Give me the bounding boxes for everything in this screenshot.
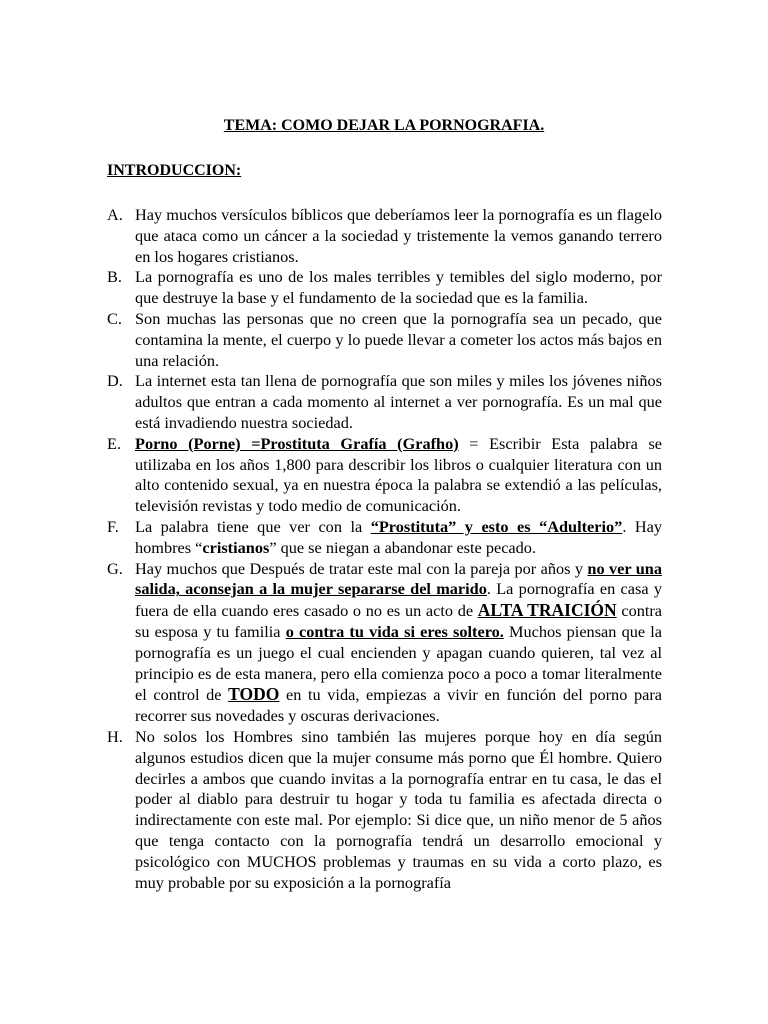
etymology-term: Porno (Porne) =Prostituta Grafía (Grafho) <box>135 433 459 453</box>
list-marker: E. <box>107 433 122 453</box>
list-marker: C. <box>107 308 122 328</box>
emphasis-separarse: no ver una salida, aconsejan a la mujer separarse del marido <box>135 558 662 599</box>
list-item-d <box>107 371 662 433</box>
item-text-post: ” que se niegan a abandonar este pecado. <box>269 537 537 557</box>
item-text: Son muchas las personas que no creen que la pornografía sea un pecado, que contamina la mente, el cuerpo y lo puede llevar a cometer los actos más bajos en una relación. <box>135 308 662 370</box>
list-item-f <box>107 517 662 559</box>
list-marker: A. <box>107 205 123 224</box>
list-item-g <box>107 559 662 727</box>
list-marker: D. <box>107 371 123 391</box>
item-text-mid3: Muchos piensan que la pornografía es un juego el cual encienden y apagan cuando quieren, tal vez al principio es de esta manera, pero ella comienza poco a poco a tomar literalmente el control de <box>135 621 663 705</box>
item-text-pre: Hay muchos que Después de tratar este mal con la pareja por años y <box>135 558 588 578</box>
emphasis-todo: TODO <box>228 684 280 705</box>
list-item-h <box>107 727 662 893</box>
item-text-mid: . Hay hombres “ <box>135 516 663 557</box>
item-text: = Escribir Esta palabra se utilizaba en los años 1,800 para describir los libros o cualquier literatura con un alto contenido sexual, ya en nuestra época la palabra se extendió a las películas, televisión revistas y todo medio de comunicación. <box>135 433 663 516</box>
list-item-b <box>107 267 662 309</box>
list-marker: G. <box>107 558 123 578</box>
item-text: La pornografía es uno de los males terribles y temibles del siglo moderno, por que destruye la base y el fundamento de la sociedad que es la familia. <box>135 267 662 308</box>
emphasis-alta-traicion: ALTA TRAICIÓN <box>477 600 617 621</box>
item-text: La internet esta tan llena de pornografía que son miles y miles los jóvenes niños adultos que entran a cada momento al internet a ver pornografía. Es un mal que está invadiendo nuestra sociedad. <box>135 371 662 432</box>
item-text-mid1: . La pornografía en casa y fuera de ella cuando eres casado o no es un acto de <box>135 579 662 621</box>
intro-heading: INTRODUCCION: <box>107 162 242 179</box>
list-marker: B. <box>107 267 122 287</box>
emphasis-prostituta-adulterio: “Prostituta” y esto es “Adulterio” <box>370 516 623 536</box>
item-text: No solos los Hombres sino también las mujeres porque hoy en día según algunos estudios dicen que la mujer consume más porno que Él hombre. Quiero decirles a ambos que cuando invitas a la pornografía entrar en tu casa, le das el poder al diablo para destruir tu hogar y toda tu familia es afectada directa o indirectamente con este mal. Por ejemplo: Si dice que, un niño menor de 5 años que tenga contacto con la pornografía tendrá un desarrollo emocional y psicológico con MUCHOS problemas y traumas en su vida a corto plazo, es muy probable por su exposición a la pornografía <box>135 726 662 892</box>
emphasis-soltero: o contra tu vida si eres soltero. <box>285 621 504 641</box>
document-title: TEMA: COMO DEJAR LA PORNOGRAFIA. <box>223 117 545 134</box>
intro-list <box>107 205 662 893</box>
item-text-pre: La palabra tiene que ver con la <box>135 516 371 536</box>
list-marker: F. <box>107 516 119 536</box>
list-marker: H. <box>107 726 123 746</box>
item-text: Hay muchos versículos bíblicos que deberíamos leer la pornografía es un flagelo que ataca como un cáncer a la sociedad y tristemente la vemos ganando terrero en los hogares cristianos. <box>135 205 662 266</box>
list-item-c <box>107 309 662 371</box>
list-item-e <box>107 434 662 517</box>
emphasis-cristianos: cristianos <box>202 537 270 557</box>
item-text-post: en tu vida, empiezas a vivir en función del porno para recorrer sus novedades y oscuras derivaciones. <box>135 685 662 726</box>
item-text-mid2: contra su esposa y tu familia <box>135 601 663 641</box>
list-item-a <box>107 205 662 267</box>
